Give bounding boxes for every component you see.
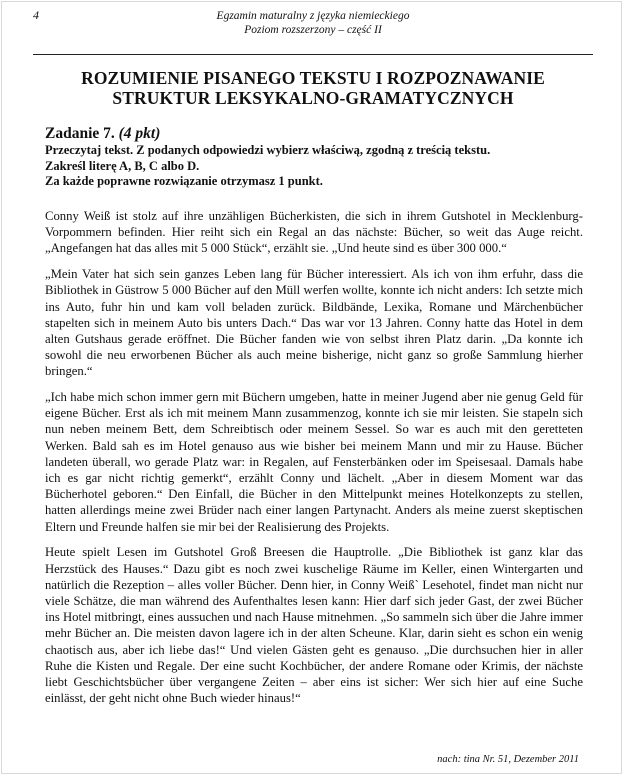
task-label: Zadanie 7.: [45, 125, 115, 142]
exam-level: Poziom rozszerzony – część II: [244, 24, 382, 36]
section-title: [33, 68, 593, 108]
section-title-line-1: ROZUMIENIE PISANEGO TEKSTU I ROZPOZNAWANIE: [81, 68, 545, 88]
exam-title: Egzamin maturalny z języka niemieckiego: [216, 10, 410, 22]
task-points: (4 pkt): [118, 125, 161, 142]
reading-text: [45, 208, 583, 716]
text-paragraph: „Ich habe mich schon immer gern mit Büchern umgeben, hatte in meiner Jugend aber nie genug Geld für eigene Bücher. Erst als ich mit meinem Mann zusammenzog, konnte ich sie mir leisten. Sie stapeln sich nun neben meinem Bett, dem Schreibtisch oder meinem Sessel. So war es auch mit den geretteten Werken. Bald sah es im Hotel genauso aus wie bisher bei meinem Mann und mir zu Hause. Bücher landeten überall, wo gerade Platz war: in Regalen, auf Fensterbänken oder im Speisesaal. Damals habe ich es gar nicht richtig gemerkt“, erzählt Conny und lächelt. „Aber in diesem Moment war das Bücherhotel geboren.“ Den Einfall, die Bücher in den Mittelpunkt meines Hotelkonzepts zu stellen, hatten allerdings meine zwei Brüder nach einer langen Partynacht. Anders als meine zuerst skeptischen Eltern und Freunde halfen sie mir bei der Realisierung des Projekts.: [45, 390, 583, 534]
exam-header-title: [33, 9, 593, 37]
text-paragraph: Conny Weiß ist stolz auf ihre unzähligen Bücherkisten, die sich in ihrem Gutshotel in Mecklenburg-Vorpommern befinden. Hier reiht sich ein Regal an das nächste: Bücher, so weit das Auge reicht. „Angefangen hat das alles mit 5 000 Stück“, erzählt sie. „Und heute sind es über 300 000.“: [45, 209, 583, 256]
text-source: nach: tina Nr. 51, Dezember 2011: [437, 754, 579, 765]
task-block: [45, 125, 585, 190]
page-header: [33, 8, 593, 55]
task-instruction-3: Za każde poprawne rozwiązanie otrzymasz 1 punkt.: [45, 174, 323, 188]
task-heading: [45, 125, 585, 143]
task-instruction-2: Zakreśl literę A, B, C albo D.: [45, 158, 200, 173]
text-paragraph: Heute spielt Lesen im Gutshotel Groß Breesen die Hauptrolle. „Die Bibliothek ist ganz klar das Herzstück des Hauses.“ Dazu gibt es noch zwei kuschelige Räume im Keller, einen Wintergarten und natürlich die Rezeption – alles voller Bücher. Denn hier, in Conny Weiß` Lesehotel, findet man nicht nur viele Schätze, die man während des Aufenthaltes lesen kann: Hier darf sich jeder Gast, der zwei Bücher ins Hotel mitbringt, eines aussuchen und nach Hause mitnehmen. „So sammeln sich über die Jahre immer mehr Bücher an. Die meisten davon lagere ich in der alten Scheune. Klar, darin sieht es schon ein wenig chaotisch aus, aber ich liebe das!“ Und vielen Gästen geht es genauso. „Die durchsuchen hier in aller Ruhe die Kisten und Regale. Der eine sucht Kochbücher, der andere Romane oder Krimis, der nächste liebt Geschichtsbücher über vergangene Zeiten – aber eins ist sicher: Wer sich hier auf eine Suche einlässt, der geht nicht ohne Buch wieder hinaus!“: [45, 545, 583, 706]
page-number: 4: [33, 8, 39, 22]
section-title-line-2: STRUKTUR LEKSYKALNO-GRAMATYCZNYCH: [112, 88, 514, 108]
task-instruction-1: Przeczytaj tekst. Z podanych odpowiedzi wybierz właściwą, zgodną z treścią tekstu.: [45, 143, 491, 157]
text-paragraph: „Mein Vater hat sich sein ganzes Leben lang für Bücher interessiert. Als ich von ihm erfuhr, dass die Bibliothek in Güstrow 5 000 Bücher auf den Müll werfen wollte, konnte ich nicht anders: Ich setzte mich ins Auto, fuhr hin und kam voll beladen zurück. Bildbände, Lexika, Romane und Märchenbücher stapelten sich in meinem Auto bis unters Dach.“ Das war vor 13 Jahren. Conny hatte das Hotel in dem alten Gutshaus gerade eröffnet. Die Bücher fanden wie von selbst ihren Platz darin. „Da konnte ich sowohl die neu erworbenen Bücher als auch meine bisherige, nicht ganz so große Sammlung hierher bringen.“: [45, 267, 583, 379]
